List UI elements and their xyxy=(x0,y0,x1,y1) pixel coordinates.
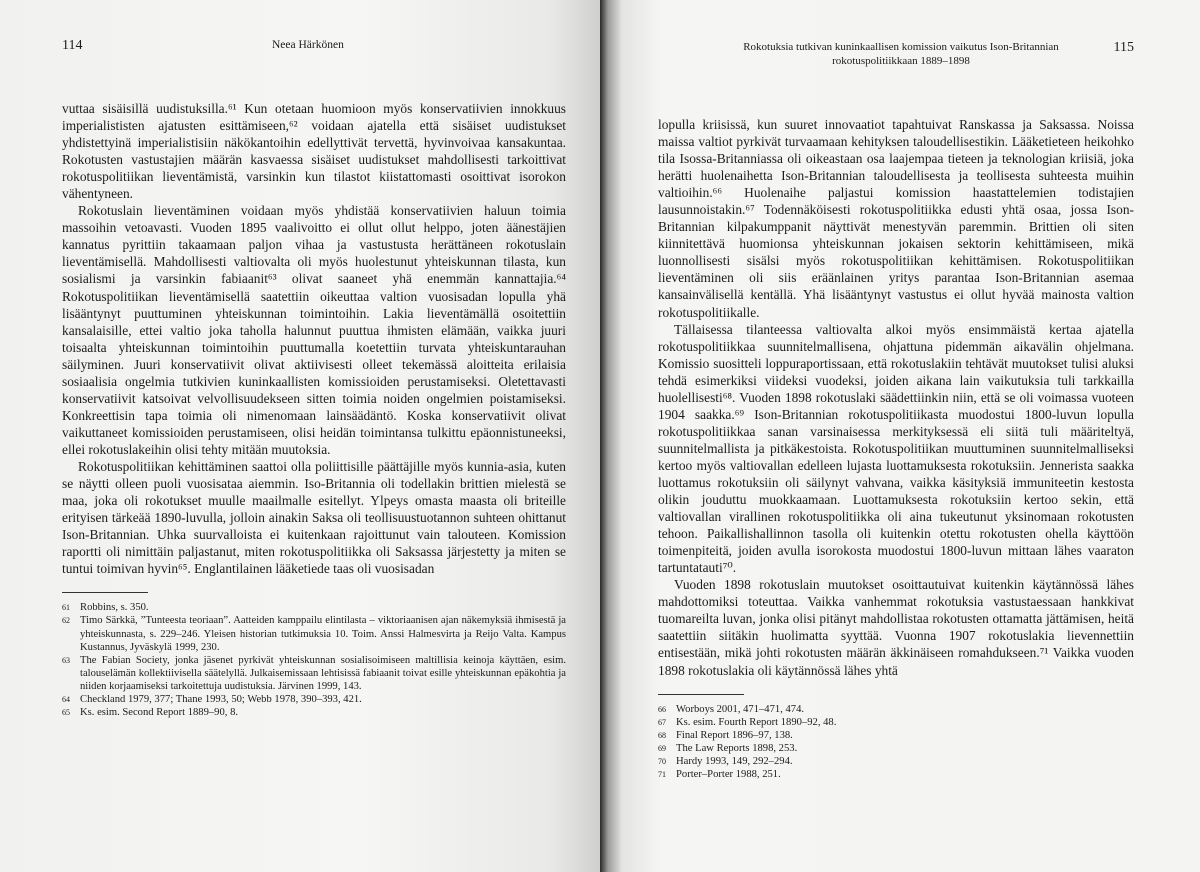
paragraph: Tällaisessa tilanteessa valtiovalta alkoi myös ensimmäistä kertaa ajatella rokotuspolitiikkaa suunnitelmallisena, ohjattuna pidemmän aikavälin ohjelmana. Komissio suositteli loppuraportissaan, että rokotuslakiin tehtävät muutokset tulisi aluksi tehdä esimerkiksi viideksi vuodeksi, joiden aikana lain vaikutuksia tuli tarkkailla huolellisesti⁶⁸. Vuoden 1898 rokotuslaki säädettiinkin niin, että se oli voimassa vuoteen 1904 saakka.⁶⁹ Ison-Britannian rokotuspolitiikasta muodostui 1800-luvun lopulla rokotuspolitiikkaa sanan varsinaisessa merkityksessä eli siitä tuli määriteltyä, suunnitelmallista ja pitkäkestoista. Rokotuspolitiikan muuttuminen suunnitelmalliseksi kertoo myös valtiovallan edelleen lujasta luottamuksesta rokotuksiin. Jennerista saakka luottamus rokotuksiin oli säilynyt vahvana, vaikka käsityksiä immuniteetin kestosta olikin jouduttu muokkaamaan. Luottamuksesta rokotuksiin kertoo sekin, että valtiovallan virallinen rokotuspolitiikka oli aina tukeutunut yksinomaan rokotusten tehoon. Paikallishallinnon tasolla oli kuitenkin otettu rokotusten ohella käyttöön toimenpiteitä, joiden avulla isorokosta muodostui 1800-luvun mittaan lähes vaaraton tartuntatauti⁷⁰. xyxy=(658,321,1134,576)
footnote-number: 68 xyxy=(658,730,666,740)
footnote xyxy=(658,703,1134,716)
footnote-rule xyxy=(62,592,148,593)
footnote-text: The Fabian Society, jonka jäsenet pyrkivät yhteiskunnan sosialisoimiseen maltillisia keinoja käyttäen, esim. talouselämän kollektiivisella säätelyllä. Julkaisemissaan lehtisissä fabiaanit toivat esille yhteiskunnan epäkohtia ja niiden korjaamiseksi tarkoitettuja uudistuksia. Järvinen 1999, 143. xyxy=(80,654,566,692)
left-footnotes xyxy=(62,601,566,719)
footnote-text: Worboys 2001, 471–471, 474. xyxy=(676,703,805,715)
right-page xyxy=(600,0,1200,872)
footnote xyxy=(658,755,1134,768)
footnote-text: Robbins, s. 350. xyxy=(80,602,149,614)
footnote-number: 66 xyxy=(658,704,666,714)
footnote xyxy=(658,729,1134,742)
footnote-text: Ks. esim. Fourth Report 1890–92, 48. xyxy=(676,716,837,728)
footnote-number: 65 xyxy=(62,708,70,718)
footnote xyxy=(62,654,566,693)
paragraph: lopulla kriisissä, kun suuret innovaatiot tapahtuivat Ranskassa ja Saksassa. Noissa maissa valtiot pyrkivät turvaamaan kehityksen taloudellisestikin. Lääketieteen heikohko tila Isossa-Britanniassa oli oikeastaan osa laajempaa tieteen ja teknologian kriisiä, joka herätti huolenaihetta Ison-Britannian taloudellisesta ja teollisesta suhteesta muihin valtioihin.⁶⁶ Huolenaihe paljastui komission haastattelemien todistajien lausunnoistakin.⁶⁷ Todennäköisesti rokotuspolitiikka edusti yhtä osaa, jossa Ison-Britannian kilpakumppanit näyttivät menestyvän paremmin. Brittien oli siten kiinnitettävä huomionsa yhteiskunnan jokaisen sektorin kehittämiseen, mikä luonnollisesti sisälsi myös rokotuspolitiikan kehittämisen. Rokotuspolitiikan lieventäminen oli siis eräänlainen yritys parantaa Ison-Britannian asemaa kansainvälisellä kentällä. Yhä lisääntynyt vastustus ei ollut hyvää mainosta valtion rokotuspolitiikalle. xyxy=(658,117,1134,320)
paragraph: Rokotuslain lieventäminen voidaan myös yhdistää konservatiivien haluun toimia massoihin vetoavasti. Vuoden 1895 vaalivoitto ei ollut ollut helppo, joten äänestäjien kannatus pyrittiin takaamaan paljon vihaa ja vastustusta herättäneen rokotuslain lieventämisellä. Mahdollisesti valtiovalta oli myös huolestunut yhteiskunnan tilasta, kun sosialismi ja varsinkin fabiaanit⁶³ olivat saaneet yhä enemmän kannattajia.⁶⁴ Rokotuspolitiikan lieventämisellä saatettiin oikeuttaa valtion vuosisadan lopulla yhä lisääntynyt puuttuminen yhteiskunnan toimintoihin. Lakia lieventämällä osoitettiin kansalaisille, ettei valtio joka taholla halunnut puuttua ihmisten elämään, vaikka juuri toisaalta yhteiskunnan toimintoihin puuttumalla koetettiin turvata yhteiskuntarauhan säilyminen. Juuri konservatiivit olivat aktiivisesti olleet tekemässä aloitteita erilaisia sosiaalisia ongelmia tutkivien kuninkaallisten komissioiden perustamiseksi. Oletettavasti konservatiivit katsoivat velvollisuudekseen sitten toimia noiden ongelmien poistamiseksi. Konkreettisin tapa toimia oli nimenomaan lainsäädäntö. Koska konservatiivit olivat vaikuttaneet komissioiden perustamiseen, olisi heidän toimintansa tulkittu epäonnistuneeksi, ellei rokotuslakeihin olisi tehty mitään muutoksia. xyxy=(62,203,566,457)
footnote xyxy=(62,614,566,653)
left-running-head xyxy=(62,36,566,92)
footnote-text: Checkland 1979, 377; Thane 1993, 50; Webb 1978, 390–393, 421. xyxy=(80,693,362,705)
left-page-number: 114 xyxy=(62,38,83,53)
running-title-line: Rokotuksia tutkivan kuninkaallisen komission vaikutus Ison-Britannian xyxy=(743,41,1059,53)
footnote-text: Ks. esim. Second Report 1889–90, 8. xyxy=(80,707,239,719)
right-footnotes xyxy=(658,703,1134,782)
footnote xyxy=(62,601,566,614)
footnote-number: 70 xyxy=(658,756,666,766)
left-body-text xyxy=(62,100,566,577)
footnote xyxy=(658,768,1134,781)
right-page-number: 115 xyxy=(1113,40,1134,55)
paragraph: Rokotuspolitiikan kehittäminen saattoi olla poliittisille päättäjille myös kunnia-asia, kuten se näytti olleen puoli vuosisataa aiemmin. Iso-Britannia oli todellakin brittien mielestä se maa, joka oli rokotukset muulle maailmalle esitellyt. Ylpeys omasta maasta oli briteille erityisen tärkeää 1890-luvulla, jolloin ainakin Saksa oli teollisuustuotannon suhteen ohittanut Ison-Britannian. Uhka suurvalloista ei kuitenkaan rajoittunut vain talouteen. Komission raportti oli nimittäin paljastanut, miten rokotuspolitiikka oli Saksassa järjestetty ja miten se tuntui toimivan hyvin⁶⁵. Englantilainen lääketiede taas oli vuosisadan xyxy=(62,458,566,577)
footnote-text: Porter–Porter 1988, 251. xyxy=(676,769,781,781)
footnote-number: 62 xyxy=(62,616,70,626)
footnote-text: Timo Särkkä, ”Tunteesta teoriaan”. Aatteiden kamppailu elintilasta – viktoriaanisen ajan näkemyksiä ihmisestä ja yhteiskunnasta, s. 229–246. Yleisen historian tutkimuksia 10. Toim. Anssi Halmesvirta ja Reijo Valta. Kampus Kustannus, Jyväskylä 1999, 230. xyxy=(80,615,566,653)
footnote-text: Final Report 1896–97, 138. xyxy=(676,729,793,741)
footnote-text: Hardy 1993, 149, 292–294. xyxy=(676,755,793,767)
paragraph: Vuoden 1898 rokotuslain muutokset osoittautuivat kuitenkin käytännössä lähes mahdottomiksi toteuttaa. Vaikka vanhemmat rokotuksia vastustaessaan hankkivat tuomareilta luvan, jonka olisi pitänyt mahdollistaa rokotusten ottamatta jättämisen, heitä saatettiin siitäkin huolimatta syyttää. Vuonna 1907 rokotuslakia lievennettiin entisestään, mikä johti rokotusten määrän äkkinäiseen romahdukseen.⁷¹ Vaikka vuoden 1898 rokotuslakia oli käytännössä lähes yhtä xyxy=(658,577,1134,678)
footnote xyxy=(658,716,1134,729)
paragraph: vuttaa sisäisillä uudistuksilla.⁶¹ Kun otetaan huomioon myös konservatiivien innokkuus imperialististen ajatusten esittämiseen,⁶² voidaan ajatella että sisäiset uudistukset yhdistettyinä imperialistisiin näkökantoihin edellyttivät tervettä, hyvinvoivaa kansakuntaa. Rokotusten vastustajien määrän kasvaessa sisäiset uudistukset mahdollisesti tarkoittivat rokotuspolitiikan lieventämistä, varsinkin kun tilastot kiistattomasti osoittivat isorokon vähentyneen. xyxy=(62,101,566,202)
right-body-text xyxy=(658,116,1134,679)
footnote-number: 63 xyxy=(62,655,70,665)
right-running-title xyxy=(708,40,1094,68)
footnote xyxy=(62,706,566,719)
footnote xyxy=(62,693,566,706)
footnote-text: The Law Reports 1898, 253. xyxy=(676,742,798,754)
footnote-number: 61 xyxy=(62,603,70,613)
right-running-head xyxy=(658,36,1134,92)
footnote-number: 69 xyxy=(658,743,666,753)
footnote xyxy=(658,742,1134,755)
footnote-rule xyxy=(658,694,744,695)
left-running-title: Neea Härkönen xyxy=(272,39,344,51)
running-title-line: rokotuspolitiikkaan 1889–1898 xyxy=(832,55,970,67)
footnote-number: 64 xyxy=(62,694,70,704)
footnote-number: 67 xyxy=(658,717,666,727)
footnote-number: 71 xyxy=(658,770,666,780)
